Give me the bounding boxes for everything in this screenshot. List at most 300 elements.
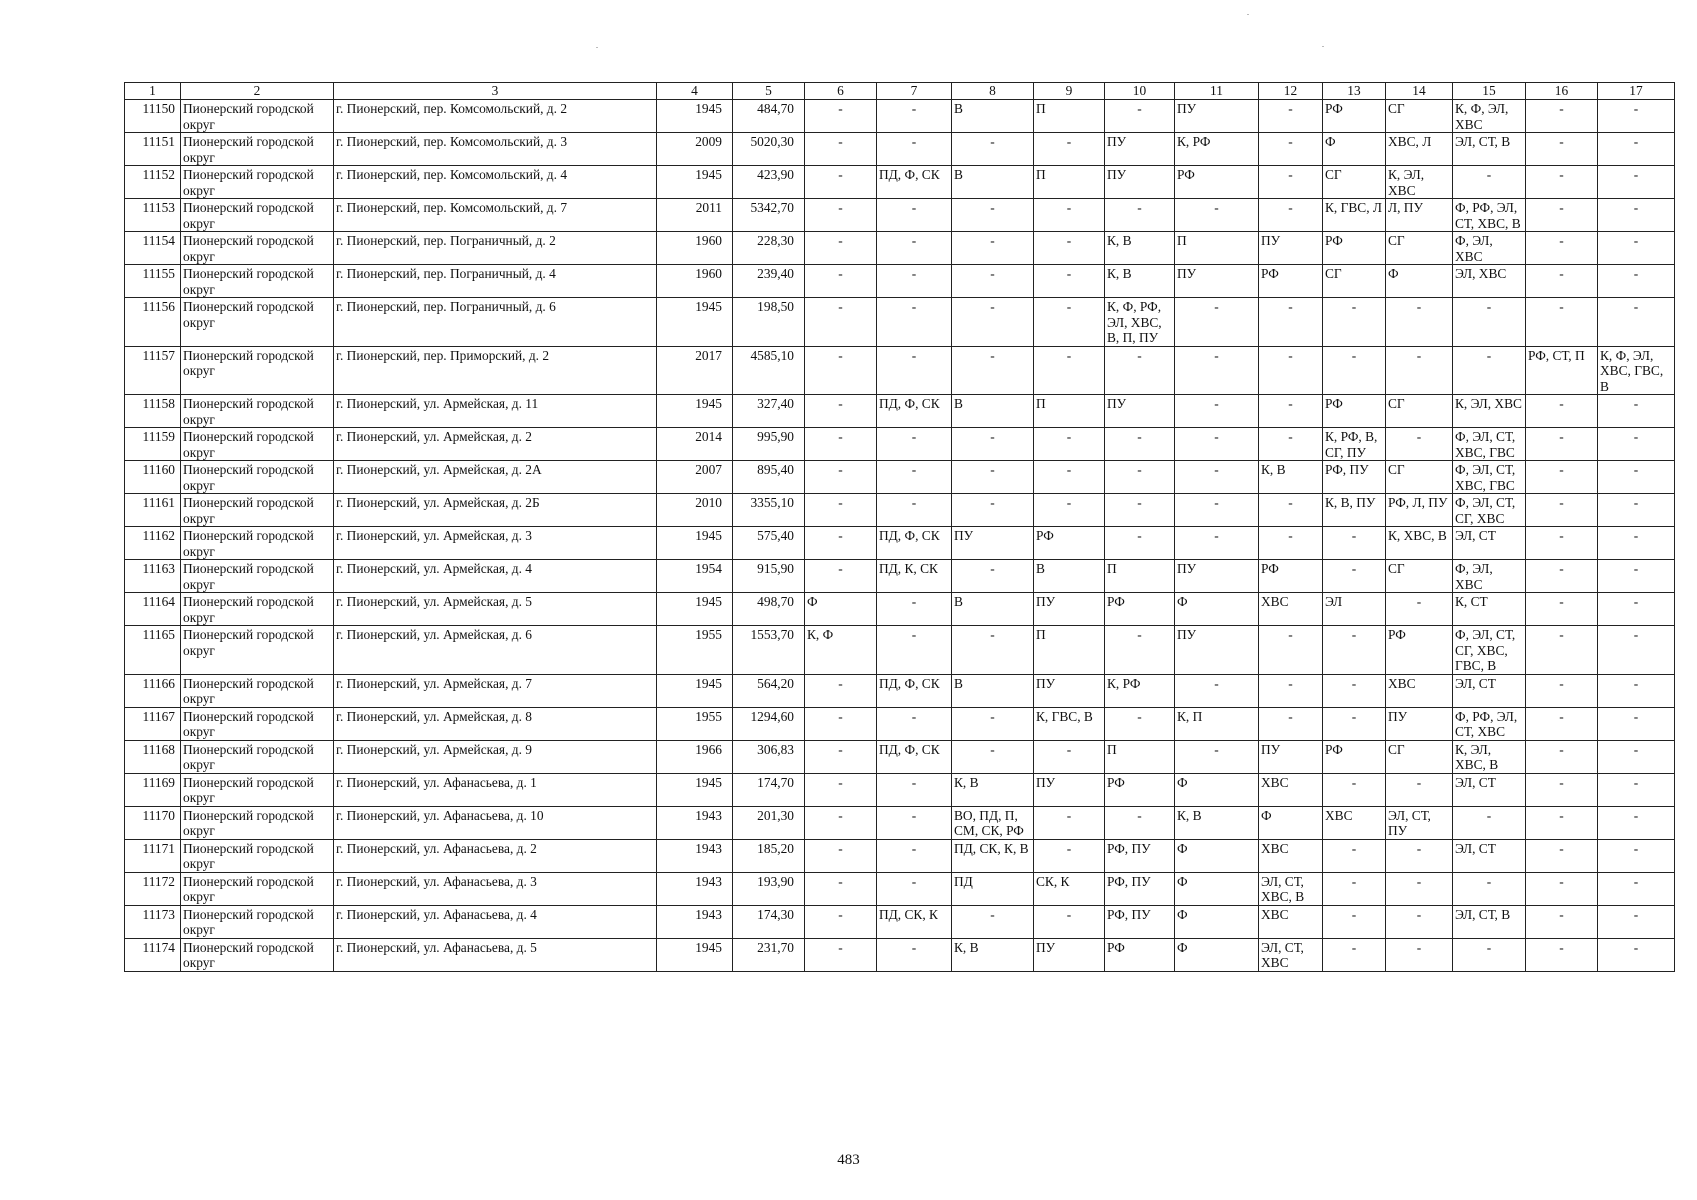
table-cell-col-13: -	[1323, 674, 1386, 707]
table-cell-col-8: -	[952, 199, 1034, 232]
table-cell-col-12: ХВС	[1259, 773, 1323, 806]
table-cell-col-17: -	[1598, 740, 1675, 773]
table-cell-col-7: -	[877, 626, 952, 675]
table-cell-col-10: П	[1105, 560, 1175, 593]
table-cell-col-8: -	[952, 461, 1034, 494]
table-cell-col-7: ПД, Ф, СК	[877, 527, 952, 560]
table-cell-col-11: К, П	[1175, 707, 1259, 740]
table-row	[125, 461, 1675, 494]
table-cell-col-6: -	[805, 133, 877, 166]
table-row	[125, 232, 1675, 265]
table-cell-col-13: РФ	[1323, 100, 1386, 133]
table-cell-col-12: -	[1259, 674, 1323, 707]
table-cell-col-2: Пионерский городской округ	[181, 707, 334, 740]
table-cell-col-13: -	[1323, 839, 1386, 872]
table-cell-col-16: -	[1526, 166, 1598, 199]
table-row	[125, 740, 1675, 773]
table-cell-col-5: 423,90	[733, 166, 805, 199]
table-cell-col-3: г. Пионерский, пер. Пограничный, д. 4	[334, 265, 657, 298]
table-cell-col-9: П	[1034, 166, 1105, 199]
table-cell-col-16: -	[1526, 938, 1598, 971]
table-cell-col-6: -	[805, 395, 877, 428]
table-cell-col-9: -	[1034, 740, 1105, 773]
table-row	[125, 773, 1675, 806]
table-cell-col-4: 1960	[657, 265, 733, 298]
table-cell-col-5: 185,20	[733, 839, 805, 872]
table-cell-col-6: Ф	[805, 593, 877, 626]
table-cell-col-17: -	[1598, 133, 1675, 166]
table-cell-col-13: -	[1323, 872, 1386, 905]
table-cell-col-2: Пионерский городской округ	[181, 593, 334, 626]
table-cell-col-13: -	[1323, 527, 1386, 560]
table-cell-col-13: Ф	[1323, 133, 1386, 166]
table-row	[125, 494, 1675, 527]
table-cell-col-11: -	[1175, 199, 1259, 232]
table-cell-col-14: К, ХВС, В	[1386, 527, 1453, 560]
column-header-11: 11	[1175, 83, 1259, 100]
table-cell-col-15: ЭЛ, СТ, В	[1453, 905, 1526, 938]
scan-speck	[596, 47, 598, 48]
table-cell-col-11: РФ	[1175, 166, 1259, 199]
table-cell-col-10: РФ	[1105, 938, 1175, 971]
table-cell-col-4: 2007	[657, 461, 733, 494]
table-cell-col-7: -	[877, 428, 952, 461]
table-cell-col-6: -	[805, 232, 877, 265]
table-cell-col-10: -	[1105, 494, 1175, 527]
table-cell-col-3: г. Пионерский, пер. Комсомольский, д. 7	[334, 199, 657, 232]
table-cell-col-7: ПД, Ф, СК	[877, 674, 952, 707]
table-cell-col-5: 575,40	[733, 527, 805, 560]
table-cell-col-8: В	[952, 100, 1034, 133]
table-row	[125, 100, 1675, 133]
table-cell-col-16: -	[1526, 707, 1598, 740]
column-number-row	[125, 83, 1675, 100]
table-cell-col-12: -	[1259, 199, 1323, 232]
table-cell-col-16: -	[1526, 494, 1598, 527]
table-cell-col-12: Ф	[1259, 806, 1323, 839]
table-cell-col-9: П	[1034, 626, 1105, 675]
table-cell-col-8: -	[952, 428, 1034, 461]
table-cell-col-1: 11159	[125, 428, 181, 461]
table-cell-col-13: -	[1323, 938, 1386, 971]
table-cell-col-1: 11164	[125, 593, 181, 626]
table-cell-col-4: 2010	[657, 494, 733, 527]
table-cell-col-14: РФ	[1386, 626, 1453, 675]
table-cell-col-14: СГ	[1386, 100, 1453, 133]
table-cell-col-2: Пионерский городской округ	[181, 938, 334, 971]
table-cell-col-5: 484,70	[733, 100, 805, 133]
table-cell-col-8: -	[952, 265, 1034, 298]
table-cell-col-7: -	[877, 839, 952, 872]
table-row	[125, 938, 1675, 971]
table-cell-col-8: -	[952, 905, 1034, 938]
table-cell-col-7: -	[877, 298, 952, 347]
table-cell-col-3: г. Пионерский, ул. Афанасьева, д. 4	[334, 905, 657, 938]
table-cell-col-11: -	[1175, 395, 1259, 428]
table-cell-col-10: -	[1105, 527, 1175, 560]
table-cell-col-12: К, В	[1259, 461, 1323, 494]
table-cell-col-15: Ф, ЭЛ, ХВС	[1453, 232, 1526, 265]
table-cell-col-10: РФ, ПУ	[1105, 905, 1175, 938]
table-cell-col-17: -	[1598, 938, 1675, 971]
table-cell-col-16: -	[1526, 461, 1598, 494]
table-cell-col-3: г. Пионерский, пер. Пограничный, д. 2	[334, 232, 657, 265]
column-header-2: 2	[181, 83, 334, 100]
scan-speck	[1247, 14, 1249, 15]
table-cell-col-12: -	[1259, 494, 1323, 527]
table-cell-col-9: -	[1034, 232, 1105, 265]
table-cell-col-11: ПУ	[1175, 626, 1259, 675]
table-cell-col-6: -	[805, 839, 877, 872]
table-cell-col-10: К, Ф, РФ, ЭЛ, ХВС, В, П, ПУ	[1105, 298, 1175, 347]
table-cell-col-12: ХВС	[1259, 839, 1323, 872]
column-header-5: 5	[733, 83, 805, 100]
table-cell-col-17: -	[1598, 527, 1675, 560]
table-cell-col-15: ЭЛ, СТ	[1453, 674, 1526, 707]
table-cell-col-16: -	[1526, 905, 1598, 938]
table-cell-col-13: -	[1323, 298, 1386, 347]
column-header-3: 3	[334, 83, 657, 100]
table-cell-col-5: 174,70	[733, 773, 805, 806]
table-cell-col-1: 11150	[125, 100, 181, 133]
table-cell-col-3: г. Пионерский, пер. Приморский, д. 2	[334, 346, 657, 395]
table-cell-col-6: -	[805, 298, 877, 347]
table-cell-col-8: -	[952, 133, 1034, 166]
table-cell-col-14: -	[1386, 346, 1453, 395]
table-cell-col-6: К, Ф	[805, 626, 877, 675]
table-cell-col-9: К, ГВС, В	[1034, 707, 1105, 740]
table-cell-col-2: Пионерский городской округ	[181, 395, 334, 428]
table-cell-col-15: -	[1453, 806, 1526, 839]
column-header-12: 12	[1259, 83, 1323, 100]
table-cell-col-4: 1945	[657, 527, 733, 560]
table-cell-col-14: -	[1386, 905, 1453, 938]
table-row	[125, 839, 1675, 872]
table-cell-col-12: -	[1259, 346, 1323, 395]
table-cell-col-16: -	[1526, 428, 1598, 461]
table-cell-col-7: -	[877, 265, 952, 298]
table-cell-col-11: Ф	[1175, 938, 1259, 971]
table-cell-col-16: -	[1526, 560, 1598, 593]
table-cell-col-1: 11167	[125, 707, 181, 740]
column-header-14: 14	[1386, 83, 1453, 100]
table-cell-col-1: 11168	[125, 740, 181, 773]
table-cell-col-15: Ф, РФ, ЭЛ, СТ, ХВС, В	[1453, 199, 1526, 232]
table-cell-col-14: ХВС, Л	[1386, 133, 1453, 166]
table-cell-col-1: 11153	[125, 199, 181, 232]
table-cell-col-8: ПД	[952, 872, 1034, 905]
table-row	[125, 905, 1675, 938]
table-cell-col-10: РФ, ПУ	[1105, 839, 1175, 872]
table-cell-col-14: -	[1386, 298, 1453, 347]
table-cell-col-3: г. Пионерский, ул. Армейская, д. 2	[334, 428, 657, 461]
table-cell-col-1: 11162	[125, 527, 181, 560]
table-cell-col-15: Ф, РФ, ЭЛ, СТ, ХВС	[1453, 707, 1526, 740]
table-cell-col-5: 5342,70	[733, 199, 805, 232]
table-cell-col-15: ЭЛ, СТ	[1453, 839, 1526, 872]
table-cell-col-3: г. Пионерский, пер. Комсомольский, д. 3	[334, 133, 657, 166]
table-cell-col-16: -	[1526, 527, 1598, 560]
table-cell-col-14: -	[1386, 872, 1453, 905]
table-cell-col-6: -	[805, 265, 877, 298]
table-cell-col-1: 11154	[125, 232, 181, 265]
table-cell-col-8: В	[952, 395, 1034, 428]
table-cell-col-4: 1966	[657, 740, 733, 773]
table-cell-col-16: -	[1526, 395, 1598, 428]
table-cell-col-15: К, Ф, ЭЛ, ХВС	[1453, 100, 1526, 133]
table-cell-col-14: ЭЛ, СТ, ПУ	[1386, 806, 1453, 839]
table-cell-col-12: -	[1259, 428, 1323, 461]
table-cell-col-2: Пионерский городской округ	[181, 740, 334, 773]
table-cell-col-3: г. Пионерский, ул. Армейская, д. 9	[334, 740, 657, 773]
table-cell-col-3: г. Пионерский, ул. Афанасьева, д. 10	[334, 806, 657, 839]
table-cell-col-2: Пионерский городской округ	[181, 839, 334, 872]
table-cell-col-7: -	[877, 938, 952, 971]
page-number: 483	[837, 1152, 860, 1168]
table-cell-col-4: 1955	[657, 626, 733, 675]
table-cell-col-7: -	[877, 232, 952, 265]
table-cell-col-11: Ф	[1175, 905, 1259, 938]
table-cell-col-4: 1945	[657, 938, 733, 971]
table-cell-col-15: -	[1453, 938, 1526, 971]
table-cell-col-4: 2011	[657, 199, 733, 232]
table-cell-col-16: -	[1526, 265, 1598, 298]
table-cell-col-1: 11151	[125, 133, 181, 166]
table-cell-col-17: -	[1598, 100, 1675, 133]
table-body	[125, 100, 1675, 972]
table-row	[125, 872, 1675, 905]
table-cell-col-15: ЭЛ, СТ	[1453, 527, 1526, 560]
table-cell-col-4: 2017	[657, 346, 733, 395]
table-cell-col-5: 895,40	[733, 461, 805, 494]
table-cell-col-14: -	[1386, 839, 1453, 872]
table-cell-col-12: РФ	[1259, 560, 1323, 593]
table-row	[125, 166, 1675, 199]
table-cell-col-14: -	[1386, 773, 1453, 806]
table-cell-col-12: -	[1259, 166, 1323, 199]
table-cell-col-16: -	[1526, 872, 1598, 905]
table-cell-col-16: -	[1526, 298, 1598, 347]
table-cell-col-11: -	[1175, 740, 1259, 773]
table-cell-col-4: 1945	[657, 166, 733, 199]
table-cell-col-11: ПУ	[1175, 100, 1259, 133]
table-cell-col-11: Ф	[1175, 839, 1259, 872]
table-cell-col-15: ЭЛ, СТ	[1453, 773, 1526, 806]
table-row	[125, 199, 1675, 232]
table-cell-col-10: К, В	[1105, 232, 1175, 265]
table-cell-col-2: Пионерский городской округ	[181, 199, 334, 232]
table-cell-col-5: 564,20	[733, 674, 805, 707]
table-cell-col-11: -	[1175, 494, 1259, 527]
table-row	[125, 527, 1675, 560]
table-cell-col-15: ЭЛ, ХВС	[1453, 265, 1526, 298]
table-cell-col-7: ПД, СК, К	[877, 905, 952, 938]
table-cell-col-4: 1943	[657, 872, 733, 905]
table-cell-col-8: -	[952, 346, 1034, 395]
table-cell-col-9: -	[1034, 346, 1105, 395]
table-cell-col-6: -	[805, 166, 877, 199]
table-cell-col-8: К, В	[952, 773, 1034, 806]
table-cell-col-6: -	[805, 494, 877, 527]
table-cell-col-1: 11173	[125, 905, 181, 938]
table-cell-col-7: -	[877, 773, 952, 806]
table-cell-col-14: СГ	[1386, 395, 1453, 428]
table-cell-col-17: -	[1598, 560, 1675, 593]
table-cell-col-2: Пионерский городской округ	[181, 265, 334, 298]
table-cell-col-12: -	[1259, 100, 1323, 133]
column-header-15: 15	[1453, 83, 1526, 100]
table-cell-col-16: -	[1526, 806, 1598, 839]
table-cell-col-15: К, ЭЛ, ХВС	[1453, 395, 1526, 428]
table-cell-col-9: ПУ	[1034, 773, 1105, 806]
table-cell-col-13: К, В, ПУ	[1323, 494, 1386, 527]
table-cell-col-16: РФ, СТ, П	[1526, 346, 1598, 395]
table-cell-col-6: -	[805, 674, 877, 707]
table-cell-col-1: 11169	[125, 773, 181, 806]
table-cell-col-6: -	[805, 740, 877, 773]
table-cell-col-14: Л, ПУ	[1386, 199, 1453, 232]
table-cell-col-5: 174,30	[733, 905, 805, 938]
table-cell-col-10: -	[1105, 461, 1175, 494]
column-header-8: 8	[952, 83, 1034, 100]
table-cell-col-9: -	[1034, 199, 1105, 232]
table-cell-col-16: -	[1526, 593, 1598, 626]
table-cell-col-9: -	[1034, 806, 1105, 839]
table-cell-col-5: 915,90	[733, 560, 805, 593]
table-cell-col-17: -	[1598, 298, 1675, 347]
table-cell-col-17: -	[1598, 199, 1675, 232]
table-cell-col-13: СГ	[1323, 166, 1386, 199]
table-cell-col-6: -	[805, 346, 877, 395]
table-cell-col-12: -	[1259, 626, 1323, 675]
table-cell-col-13: К, РФ, В, СГ, ПУ	[1323, 428, 1386, 461]
table-cell-col-4: 1945	[657, 674, 733, 707]
table-cell-col-1: 11171	[125, 839, 181, 872]
table-cell-col-6: -	[805, 707, 877, 740]
table-cell-col-7: ПД, Ф, СК	[877, 740, 952, 773]
table-cell-col-16: -	[1526, 626, 1598, 675]
table-cell-col-13: РФ	[1323, 395, 1386, 428]
table-cell-col-9: ПУ	[1034, 674, 1105, 707]
table-cell-col-3: г. Пионерский, ул. Армейская, д. 8	[334, 707, 657, 740]
table-cell-col-8: ПД, СК, К, В	[952, 839, 1034, 872]
table-cell-col-7: ПД, Ф, СК	[877, 395, 952, 428]
register-table-sheet	[124, 82, 1674, 972]
table-cell-col-11: -	[1175, 298, 1259, 347]
column-header-10: 10	[1105, 83, 1175, 100]
table-cell-col-1: 11163	[125, 560, 181, 593]
table-cell-col-11: Ф	[1175, 593, 1259, 626]
table-cell-col-4: 1943	[657, 806, 733, 839]
table-cell-col-4: 1945	[657, 593, 733, 626]
table-cell-col-14: -	[1386, 428, 1453, 461]
table-cell-col-7: -	[877, 461, 952, 494]
table-cell-col-8: В	[952, 166, 1034, 199]
table-cell-col-5: 5020,30	[733, 133, 805, 166]
table-cell-col-9: -	[1034, 298, 1105, 347]
table-cell-col-4: 1945	[657, 773, 733, 806]
housing-register-table	[124, 82, 1675, 972]
table-cell-col-11: К, РФ	[1175, 133, 1259, 166]
table-cell-col-9: -	[1034, 839, 1105, 872]
table-row	[125, 806, 1675, 839]
table-cell-col-10: ПУ	[1105, 395, 1175, 428]
table-cell-col-5: 498,70	[733, 593, 805, 626]
table-cell-col-5: 995,90	[733, 428, 805, 461]
table-cell-col-3: г. Пионерский, ул. Армейская, д. 2Б	[334, 494, 657, 527]
table-cell-col-16: -	[1526, 674, 1598, 707]
table-cell-col-2: Пионерский городской округ	[181, 626, 334, 675]
table-cell-col-4: 1945	[657, 395, 733, 428]
table-cell-col-3: г. Пионерский, ул. Армейская, д. 4	[334, 560, 657, 593]
table-cell-col-10: РФ	[1105, 773, 1175, 806]
table-cell-col-13: ХВС	[1323, 806, 1386, 839]
table-cell-col-10: РФ, ПУ	[1105, 872, 1175, 905]
table-cell-col-3: г. Пионерский, ул. Афанасьева, д. 3	[334, 872, 657, 905]
table-cell-col-6: -	[805, 938, 877, 971]
table-cell-col-17: -	[1598, 593, 1675, 626]
table-cell-col-14: -	[1386, 593, 1453, 626]
table-cell-col-13: СГ	[1323, 265, 1386, 298]
table-cell-col-17: -	[1598, 232, 1675, 265]
table-cell-col-6: -	[805, 461, 877, 494]
table-cell-col-10: П	[1105, 740, 1175, 773]
table-cell-col-8: В	[952, 674, 1034, 707]
column-header-17: 17	[1598, 83, 1675, 100]
table-cell-col-14: -	[1386, 938, 1453, 971]
column-header-16: 16	[1526, 83, 1598, 100]
table-cell-col-3: г. Пионерский, ул. Афанасьева, д. 5	[334, 938, 657, 971]
table-cell-col-16: -	[1526, 133, 1598, 166]
table-cell-col-8: ПУ	[952, 527, 1034, 560]
table-cell-col-8: -	[952, 626, 1034, 675]
table-cell-col-15: Ф, ЭЛ, СТ, СГ, ХВС, ГВС, В	[1453, 626, 1526, 675]
table-cell-col-5: 201,30	[733, 806, 805, 839]
table-cell-col-6: -	[805, 806, 877, 839]
table-cell-col-17: -	[1598, 773, 1675, 806]
table-cell-col-17: К, Ф, ЭЛ, ХВС, ГВС, В	[1598, 346, 1675, 395]
table-cell-col-8: В	[952, 593, 1034, 626]
table-cell-col-3: г. Пионерский, пер. Комсомольский, д. 4	[334, 166, 657, 199]
table-cell-col-4: 1945	[657, 100, 733, 133]
table-cell-col-15: К, СТ	[1453, 593, 1526, 626]
table-cell-col-15: Ф, ЭЛ, СТ, ХВС, ГВС	[1453, 428, 1526, 461]
table-cell-col-13: -	[1323, 905, 1386, 938]
table-cell-col-2: Пионерский городской округ	[181, 100, 334, 133]
scan-speck	[1322, 46, 1324, 47]
table-cell-col-7: -	[877, 494, 952, 527]
table-cell-col-13: -	[1323, 560, 1386, 593]
table-cell-col-1: 11156	[125, 298, 181, 347]
table-cell-col-17: -	[1598, 839, 1675, 872]
table-cell-col-7: -	[877, 707, 952, 740]
table-cell-col-15: -	[1453, 346, 1526, 395]
table-cell-col-12: -	[1259, 133, 1323, 166]
table-cell-col-17: -	[1598, 905, 1675, 938]
table-cell-col-17: -	[1598, 872, 1675, 905]
table-cell-col-2: Пионерский городской округ	[181, 674, 334, 707]
table-cell-col-17: -	[1598, 806, 1675, 839]
table-row	[125, 346, 1675, 395]
table-row	[125, 428, 1675, 461]
table-cell-col-4: 1943	[657, 905, 733, 938]
column-header-13: 13	[1323, 83, 1386, 100]
table-cell-col-9: -	[1034, 133, 1105, 166]
table-cell-col-16: -	[1526, 199, 1598, 232]
table-cell-col-14: РФ, Л, ПУ	[1386, 494, 1453, 527]
table-cell-col-16: -	[1526, 100, 1598, 133]
table-cell-col-3: г. Пионерский, ул. Армейская, д. 6	[334, 626, 657, 675]
